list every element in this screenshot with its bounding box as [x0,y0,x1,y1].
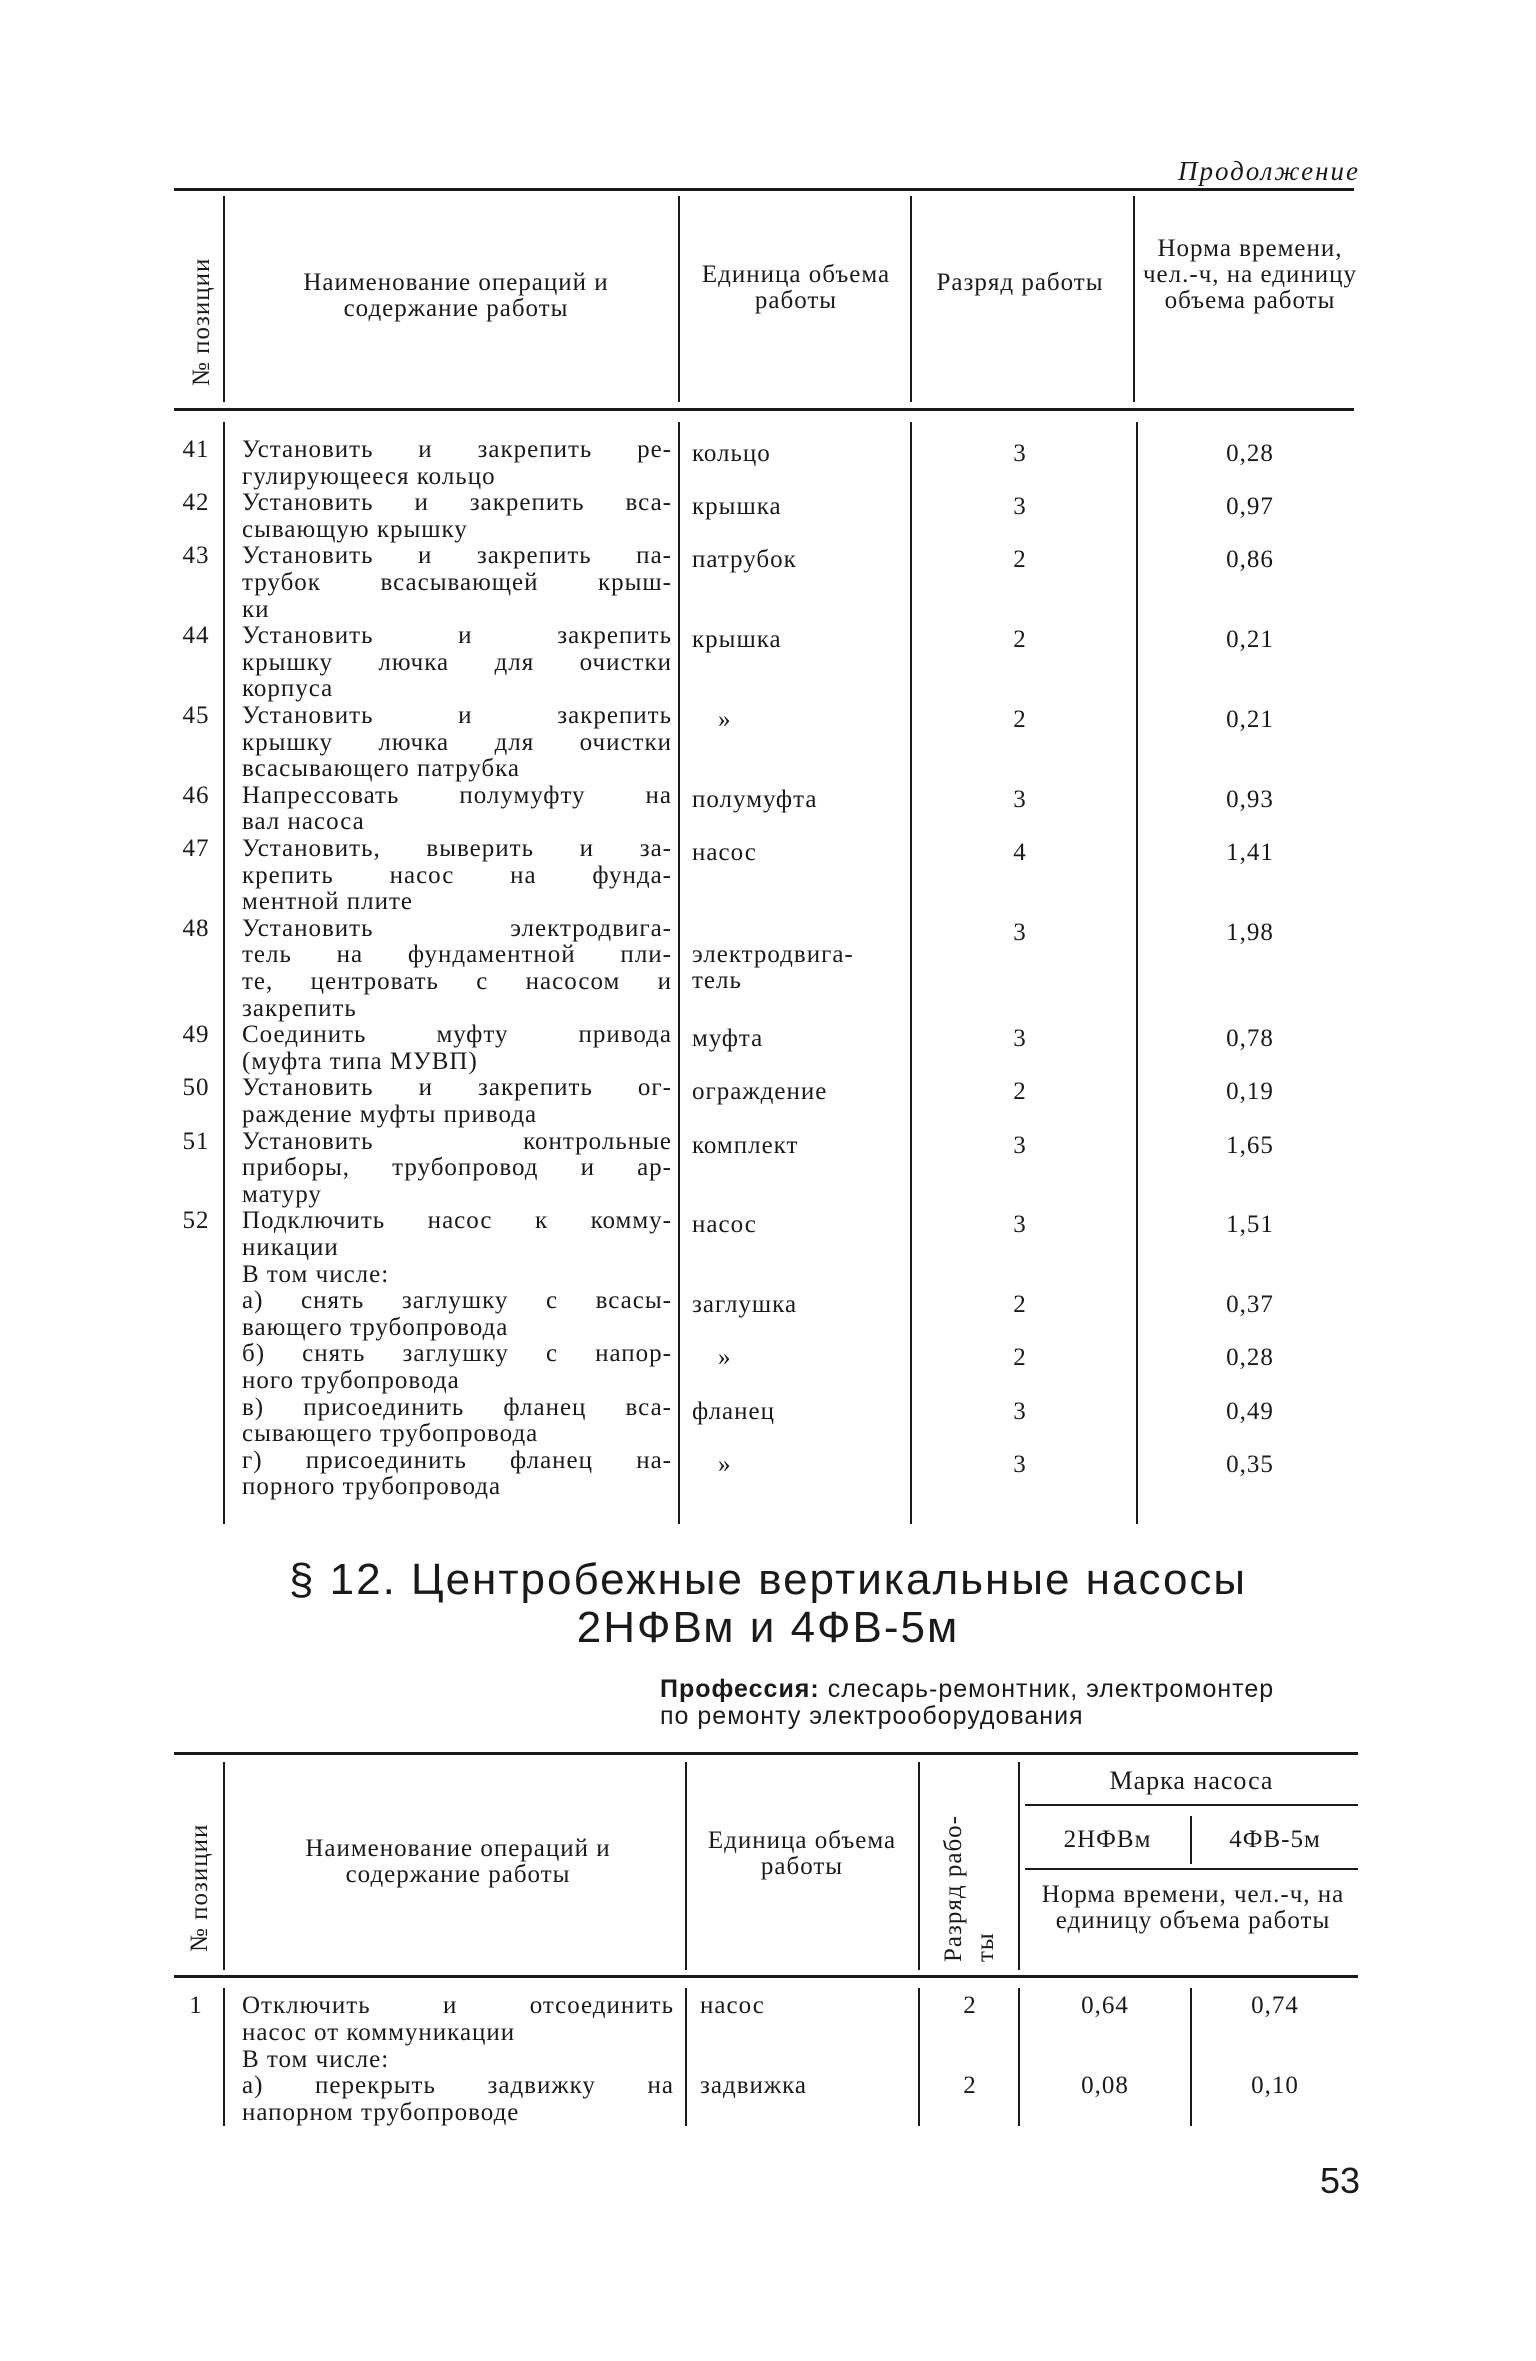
t2-col-brand-b: 4ФВ-5м [1229,1826,1321,1853]
profession-text: слесарь-ремонтник, электромонтер [827,1675,1275,1703]
unit-text: полумуфта [692,785,818,813]
row-number: 43 [182,542,210,570]
t1-col-name: Наименование операций и содержание работы [303,269,609,322]
operation-text: Установить и закрепить ог- [242,1074,672,1102]
operation-text: г) присоединить фланец на- [242,1446,672,1474]
grade-value: 2 [1013,1078,1027,1106]
table1-header-rule [174,408,1354,411]
t2-col-brand-a: 2НФВм [1063,1826,1152,1853]
norm-value: 0,37 [1226,1291,1274,1319]
grade-value: 3 [1013,493,1027,521]
norm-value: 0,86 [1226,546,1274,574]
grade-value: 3 [1013,918,1027,946]
operation-text: ментной плите [242,888,413,916]
operation-text: (муфта типа МУВП) [242,1047,478,1075]
profession-text-2: по ремонту электрооборудования [660,1702,1084,1730]
norm-value: 0,49 [1226,1397,1274,1425]
unit-text: электродвига- тель [692,941,854,995]
grade-value: 2 [963,2072,977,2100]
operation-text: в) присоединить фланец вса- [242,1393,672,1421]
operation-text: В том числе: [242,2045,390,2073]
row-number: 45 [182,702,210,729]
unit-text: насос [692,839,757,866]
unit-text: фланец [692,1397,776,1425]
operation-text: б) снять заглушку с напор- [242,1340,672,1368]
t1-vline-h3 [910,196,912,402]
table1-top-rule [174,188,1354,191]
t2-col-grade-1: Разряд рабо- [940,1815,967,1962]
operation-text: Напрессовать полумуфту на [242,781,672,809]
norm-value: 0,97 [1226,493,1274,521]
operation-text: ного трубопровода [242,1367,460,1394]
profession-label: Профессия: [660,1675,820,1703]
operation-text: приборы, трубопровод и ар- [242,1154,672,1182]
operation-text: Установить и закрепить вса- [242,489,672,517]
norm-value: 1,51 [1226,1211,1274,1239]
row-number: 42 [182,489,210,517]
operation-text: те, центровать с насосом и [242,968,672,995]
norm-2nfvm: 0,64 [1081,1992,1129,2019]
operation-text: а) снять заглушку с всасы- [242,1287,672,1315]
grade-value: 3 [1013,1131,1027,1159]
grade-value: 3 [1013,440,1027,467]
unit-text: крышка [692,626,782,654]
unit-text: » [718,1344,732,1372]
unit-text: заглушка [692,1291,798,1319]
grade-value: 3 [1013,1450,1027,1478]
operation-text: крышку лючка для очистки [242,728,672,756]
t1-vline-h2 [678,196,680,402]
operation-text: Установить и закрепить [242,702,672,729]
norm-value: 0,28 [1226,1344,1274,1372]
t1-col-grade: Разряд работы [936,269,1104,296]
unit-text: » [718,1450,732,1478]
operation-text: гулирующееся кольцо [242,462,496,490]
operation-text: корпуса [242,675,334,703]
grade-value: 3 [1013,1397,1027,1425]
norm-value: 0,78 [1226,1025,1274,1053]
unit-text: насос [700,1992,765,2019]
operation-text: Отключить и отсоединить [242,1992,674,2019]
operation-text: напорном трубопроводе [242,2099,520,2127]
operation-text: крепить насос на фунда- [242,861,672,889]
t2-vline-b5 [1190,1988,1192,2126]
row-number: 46 [182,781,210,809]
t1-col-position: № позиции [188,257,215,386]
grade-value: 3 [1013,1211,1027,1239]
t2-hline-brands [1025,1868,1358,1870]
unit-text: ограждение [692,1078,828,1106]
operation-text: Установить контрольные [242,1127,672,1155]
operation-text: Соединить муфту привода [242,1021,672,1049]
section-title-line1: § 12. Центробежные вертикальные насосы [288,1555,1248,1604]
t2-hline-brand [1025,1804,1358,1806]
grade-value: 2 [963,1992,977,2019]
t2-vline-h3 [918,1762,920,1970]
grade-value: 4 [1013,839,1027,866]
section-title-line2: 2НФВм и 4ФВ-5м [576,1603,960,1652]
norm-value: 0,35 [1226,1450,1274,1478]
operation-text: Подключить насос к комму- [242,1207,672,1235]
norm-value: 0,93 [1226,785,1274,813]
operation-text: а) перекрыть задвижку на [242,2072,674,2100]
grade-value: 3 [1013,785,1027,813]
unit-text: муфта [692,1025,764,1053]
t2-vline-h4 [1018,1762,1020,1970]
t2-vline-b2 [685,1988,687,2126]
t1-vline-b1 [223,422,225,1524]
row-number: 51 [182,1127,210,1155]
operation-text: вал насоса [242,808,365,836]
t1-vline-b4 [1136,422,1138,1524]
t2-col-unit: Единица объема работы [707,1827,897,1880]
norm-value: 0,21 [1226,626,1274,654]
norm-value: 0,28 [1226,440,1274,467]
operation-text: Установить и закрепить па- [242,542,672,570]
row-number: 1 [189,1992,203,2019]
t1-vline-b2 [678,422,680,1524]
t1-vline-h4 [1133,196,1135,402]
operation-text: ки [242,595,270,623]
row-number: 41 [182,436,210,463]
t2-vline-b4 [1018,1988,1020,2126]
unit-text: » [718,706,732,733]
t2-vline-b1 [223,1988,225,2126]
profession [660,1676,1360,1730]
unit-text: комплект [692,1131,799,1159]
norm-value: 1,41 [1226,839,1274,866]
grade-value: 3 [1013,1025,1027,1053]
row-number: 50 [182,1074,210,1102]
table2-top-rule [174,1752,1358,1755]
operation-text: сывающего трубопровода [242,1420,539,1448]
operation-text: всасывающего патрубка [242,755,521,783]
t2-col-name: Наименование операций и содержание работы [305,1835,611,1888]
unit-text: насос [692,1211,757,1239]
operation-text: В том числе: [242,1260,390,1288]
row-number: 49 [182,1021,210,1049]
operation-text: Установить и закрепить ре- [242,436,672,463]
norm-value: 0,19 [1226,1078,1274,1106]
unit-text: задвижка [700,2072,808,2100]
operation-text: тель на фундаментной пли- [242,941,672,969]
continuation-label: Продолжение [1177,156,1360,186]
table2-header-rule [174,1975,1358,1978]
grade-value: 2 [1013,706,1027,733]
row-number: 44 [182,622,210,650]
t2-vline-h1 [223,1762,225,1970]
row-number: 52 [182,1207,210,1235]
unit-text: крышка [692,493,782,521]
norm-value: 0,21 [1226,706,1274,733]
unit-text: кольцо [692,440,771,467]
norm-4fv5m: 0,74 [1251,1992,1299,2019]
operation-text: насос от коммуникации [242,2018,516,2046]
operation-text: матуру [242,1180,322,1208]
t2-col-brand: Марка насоса [1109,1766,1274,1795]
grade-value: 2 [1013,1344,1027,1372]
t1-col-norm: Норма времени, чел.-ч, на единицу объема работы [1142,235,1358,314]
t2-col-norm: Норма времени, чел.-ч, на единицу объема работы [1041,1881,1345,1934]
page-number: 53 [1319,2160,1360,2201]
operation-text: закрепить [242,994,357,1022]
operation-text: порного трубопровода [242,1473,502,1501]
operation-text: никации [242,1234,339,1261]
t2-col-grade-2: ты [972,1932,999,1962]
operation-text: Установить и закрепить [242,622,672,650]
t1-vline-h1 [223,196,225,402]
operation-text: раждение муфты привода [242,1101,538,1128]
grade-value: 2 [1013,546,1027,574]
operation-text: крышку лючка для очистки [242,648,672,676]
norm-value: 1,98 [1226,918,1274,946]
operation-text: трубок всасывающей крыш- [242,569,672,596]
operation-text: Установить, выверить и за- [242,835,672,862]
unit-text: патрубок [692,546,797,574]
norm-4fv5m: 0,10 [1251,2072,1299,2100]
row-number: 48 [182,914,210,942]
grade-value: 2 [1013,626,1027,654]
operation-text: Установить электродвига- [242,914,672,942]
operation-text: вающего трубопровода [242,1313,509,1341]
t2-vline-h2 [685,1762,687,1970]
operation-text: сывающую крышку [242,515,468,543]
t1-col-unit: Единица объема работы [701,261,891,314]
row-number: 47 [182,835,210,862]
norm-value: 1,65 [1226,1131,1274,1159]
norm-2nfvm: 0,08 [1081,2072,1129,2100]
t2-col-position: № позиции [186,1823,213,1952]
t2-vline-b3 [918,1988,920,2126]
grade-value: 2 [1013,1291,1027,1319]
